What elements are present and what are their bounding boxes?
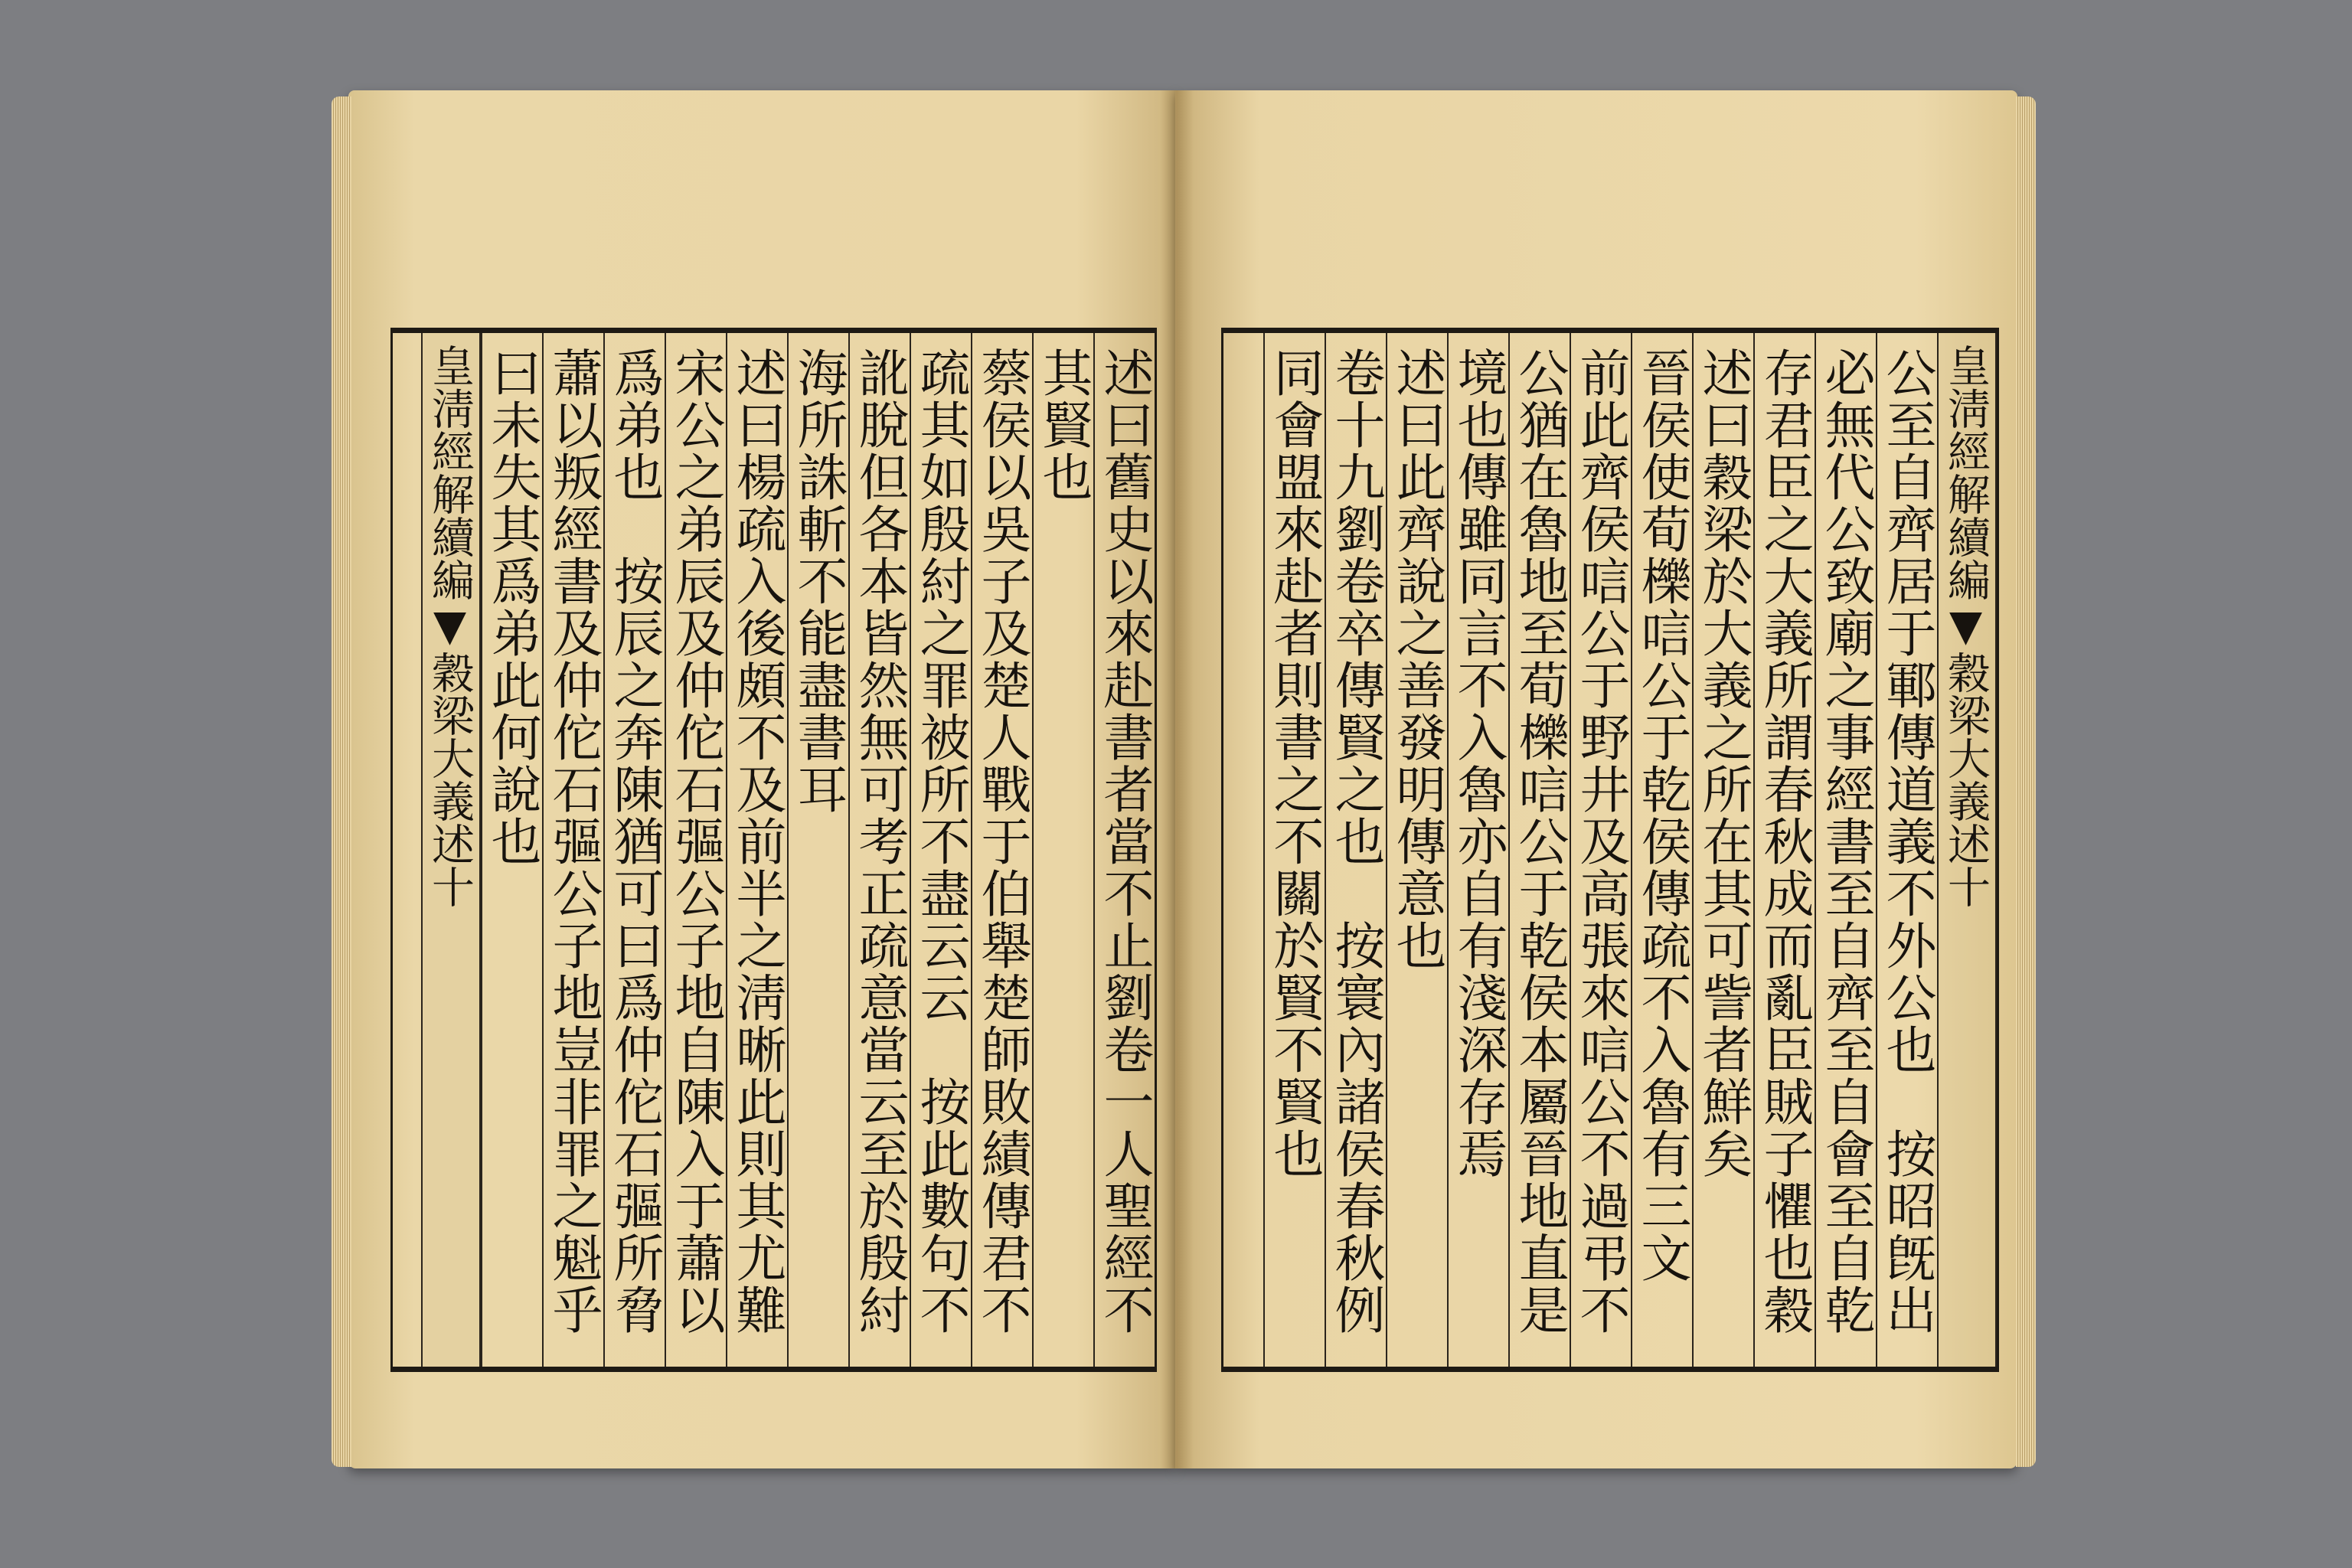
text-column: 曰未失其爲弟此何說也 [481,333,542,1367]
fishtail-icon: ▼ [425,601,475,651]
text-column: 述曰此齊說之善發明傳意也 [1386,333,1447,1367]
text-column: 述曰穀梁於大義之所在其可訾者鮮矣 [1692,333,1753,1367]
text-column: 蕭以叛經書及仲佗石彄公子地豈非罪之魁乎 [542,333,603,1367]
text-column: 其賢也 [1032,333,1093,1367]
text-column: 必無代公致廟之事經書至自齊至自會至自乾 [1815,333,1876,1367]
text-column: 述曰楊疏入後頗不及前半之淸晰此則其尤難 [726,333,787,1367]
text-column: 晉侯使荀櫟唁公于乾侯傳疏不入魯有三文 [1631,333,1692,1367]
text-column: 境也傳雖同言不入魯亦自有淺深存焉 [1447,333,1508,1367]
xinkou-book-title: 皇淸經解續編 [1941,344,1991,601]
xinkou-section-title: 穀梁大義述十 [425,651,475,908]
text-column: 公猶在魯地至荀櫟唁公于乾侯本屬晉地直是 [1508,333,1570,1367]
text-column: 存君臣之大義所謂春秋成而亂臣賊子懼也穀 [1753,333,1815,1367]
text-column: 宋公之弟辰及仲佗石彄公子地自陳入于蕭以 [665,333,726,1367]
right-xinkou [1937,333,1997,1367]
text-column: 爲弟也 按辰之奔陳猶可曰爲仲佗石彄所脅 [603,333,665,1367]
left-columns [393,333,1155,1367]
text-column: 公至自齊居于鄆傳道義不外公也 按昭旣出 [1876,333,1937,1367]
left-xinkou [421,333,481,1367]
fishtail-icon: ▼ [1941,601,1991,651]
left-text-frame [390,328,1157,1372]
right-page [1175,90,2017,1468]
right-columns [1223,333,1997,1367]
text-column: 述曰舊史以來赴書者當不止劉卷一人聖經不 [1093,333,1155,1367]
right-text-frame [1221,328,1999,1372]
text-column: 蔡侯以吳子及楚人戰于伯舉楚師敗績傳君不 [971,333,1032,1367]
open-book [348,90,2017,1493]
right-page-edge [2016,96,2036,1467]
left-page [348,90,1175,1468]
book-gutter [1160,90,1194,1468]
text-column: 海所誅斬不能盡書耳 [787,333,848,1367]
text-column: 訛脫但各本皆然無可考正疏意當云至於殷紂 [848,333,910,1367]
xinkou-book-title: 皇淸經解續編 [425,344,475,601]
text-column: 前此齊侯唁公于野井及高張來唁公不過弔不 [1570,333,1631,1367]
xinkou-section-title: 穀梁大義述十 [1941,651,1991,908]
text-column: 同會盟來赴者則書之不關於賢不賢也 [1263,333,1325,1367]
text-column: 卷十九劉卷卒傳賢之也 按寰內諸侯春秋例 [1325,333,1386,1367]
text-column: 疏其如殷紂之罪被所不盡云云 按此數句不 [910,333,971,1367]
left-page-edge [332,96,351,1467]
